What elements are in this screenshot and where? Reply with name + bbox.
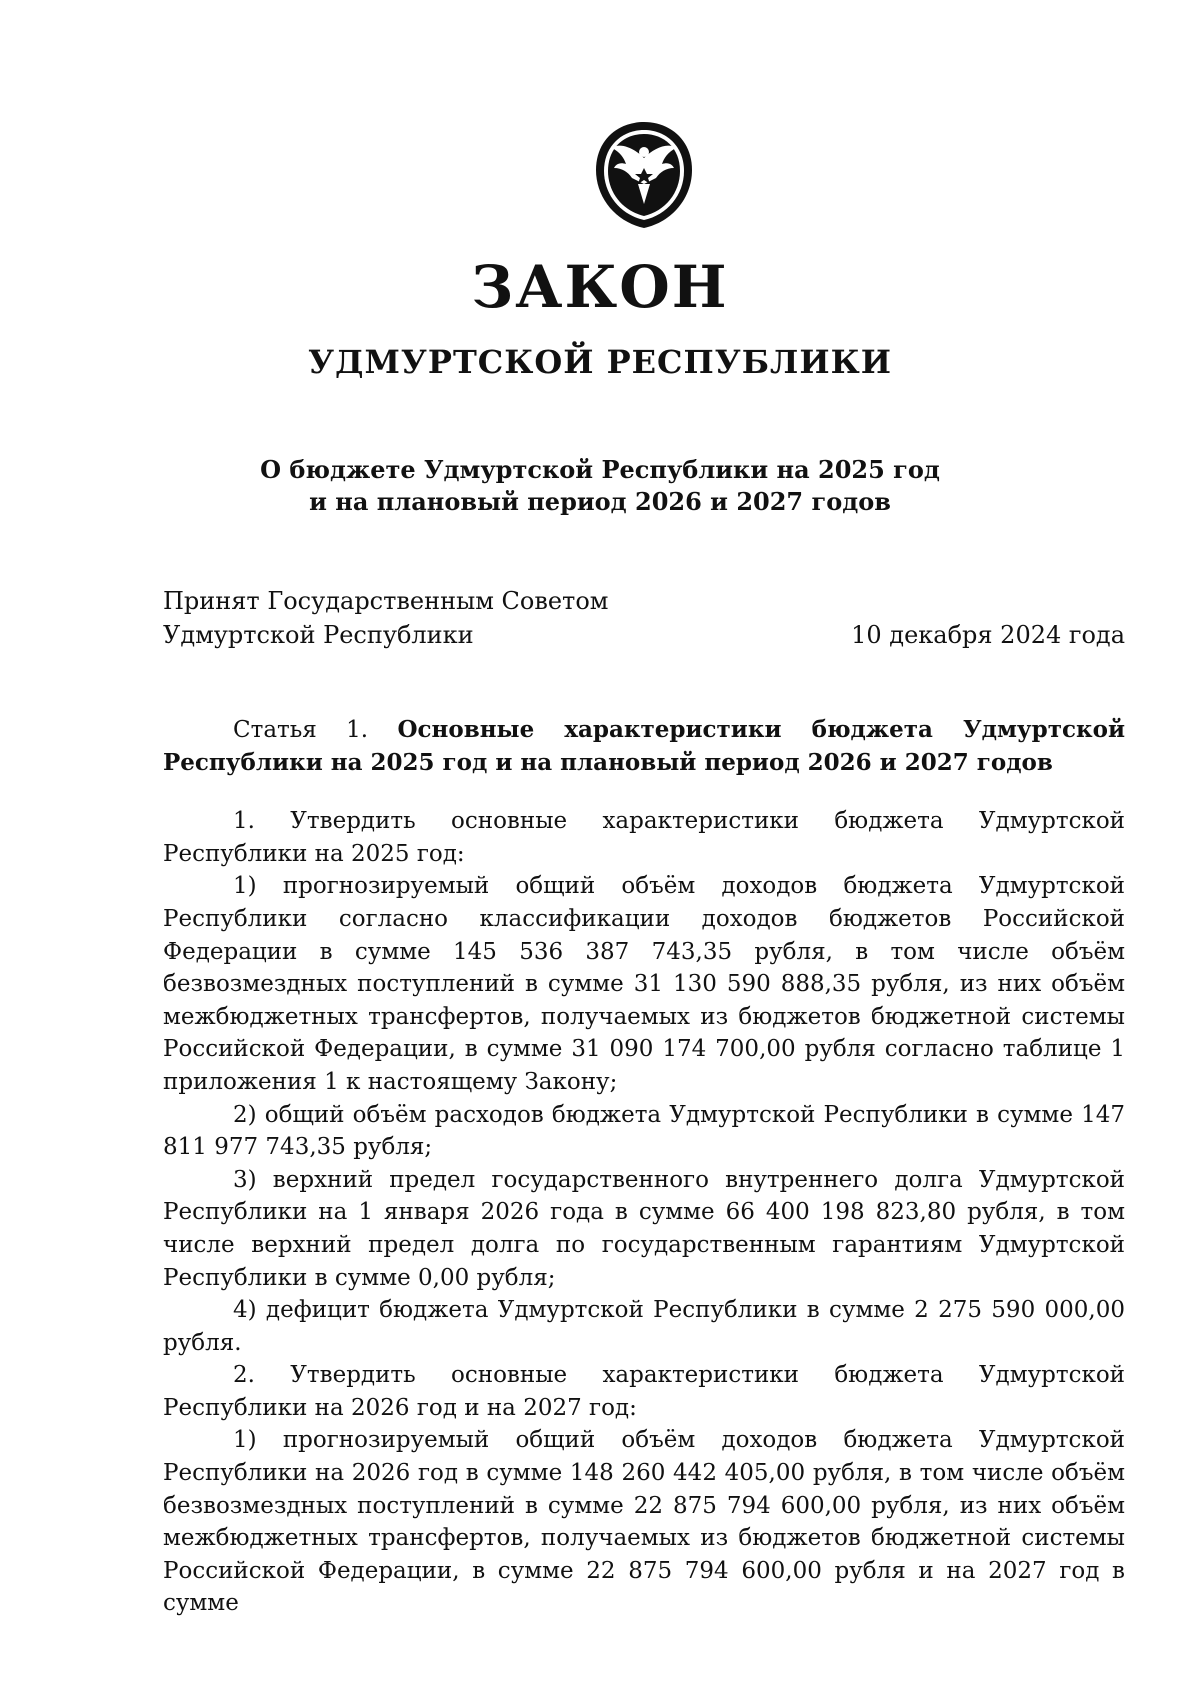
article-title: Основные характеристики бюджета Удмуртской Республики на 2025 год и на плановый период 2026 и 2027 годов bbox=[163, 716, 1126, 776]
coat-of-arms-emblem bbox=[590, 118, 698, 232]
paragraph: 1) прогнозируемый общий объём доходов бюджета Удмуртской Республики согласно классификации доходов бюджетов Российской Федерации в сумме 145 536 387 743,35 рубля, в том числе объём безвозмездных поступлений в сумме 31 130 590 888,35 рубля, из них объём межбюджетных трансфертов, получаемых из бюджетов бюджетной системы Российской Федерации, в сумме 31 090 174 700,00 рубля согласно таблице 1 приложения 1 к настоящему Закону; bbox=[163, 873, 1125, 1095]
coat-of-arms-icon bbox=[590, 118, 698, 232]
adopted-by-line-2: Удмуртской Республики bbox=[163, 621, 474, 649]
adopted-by-line-1: Принят Государственным Советом bbox=[163, 587, 609, 615]
document-body bbox=[163, 714, 1125, 1620]
article-1-heading bbox=[163, 714, 1125, 779]
article-label: Статья 1. bbox=[233, 717, 398, 743]
adopted-by bbox=[163, 584, 608, 652]
document-title: ЗАКОН bbox=[471, 253, 729, 321]
paragraph: 1) прогнозируемый общий объём доходов бюджета Удмуртской Республики на 2026 год в сумме 148 260 442 405,00 рубля, в том числе объём безвозмездных поступлений в сумме 22 875 794 600,00 рубля, из них объём межбюджетных трансфертов, получаемых из бюджетов бюджетной системы Российской Федерации, в сумме 22 875 794 600,00 рубля и на 2027 год в сумме bbox=[163, 1427, 1125, 1617]
paragraph: 3) верхний предел государственного внутреннего долга Удмуртской Республики на 1 января 2026 года в сумме 66 400 198 823,80 рубля, в том числе верхний предел долга по государственным гарантиям Удмуртской Республики в сумме 0,00 рубля; bbox=[163, 1166, 1125, 1291]
paragraph: 1. Утвердить основные характеристики бюджета Удмуртской Республики на 2025 год: bbox=[163, 808, 1125, 867]
paragraph: 2. Утвердить основные характеристики бюджета Удмуртской Республики на 2026 год и на 2027 год: bbox=[163, 1362, 1125, 1421]
paragraph: 4) дефицит бюджета Удмуртской Республики в сумме 2 275 590 000,00 рубля. bbox=[163, 1297, 1125, 1356]
law-name bbox=[0, 454, 1200, 518]
law-name-line-1: О бюджете Удмуртской Республики на 2025 год bbox=[260, 455, 940, 484]
law-name-line-2: и на плановый период 2026 и 2027 годов bbox=[309, 487, 891, 516]
paragraph: 2) общий объём расходов бюджета Удмуртской Республики в сумме 147 811 977 743,35 рубля; bbox=[163, 1101, 1125, 1161]
document-subtitle: УДМУРТСКОЙ РЕСПУБЛИКИ bbox=[308, 343, 892, 381]
adopted-date: 10 декабря 2024 года bbox=[851, 621, 1125, 649]
